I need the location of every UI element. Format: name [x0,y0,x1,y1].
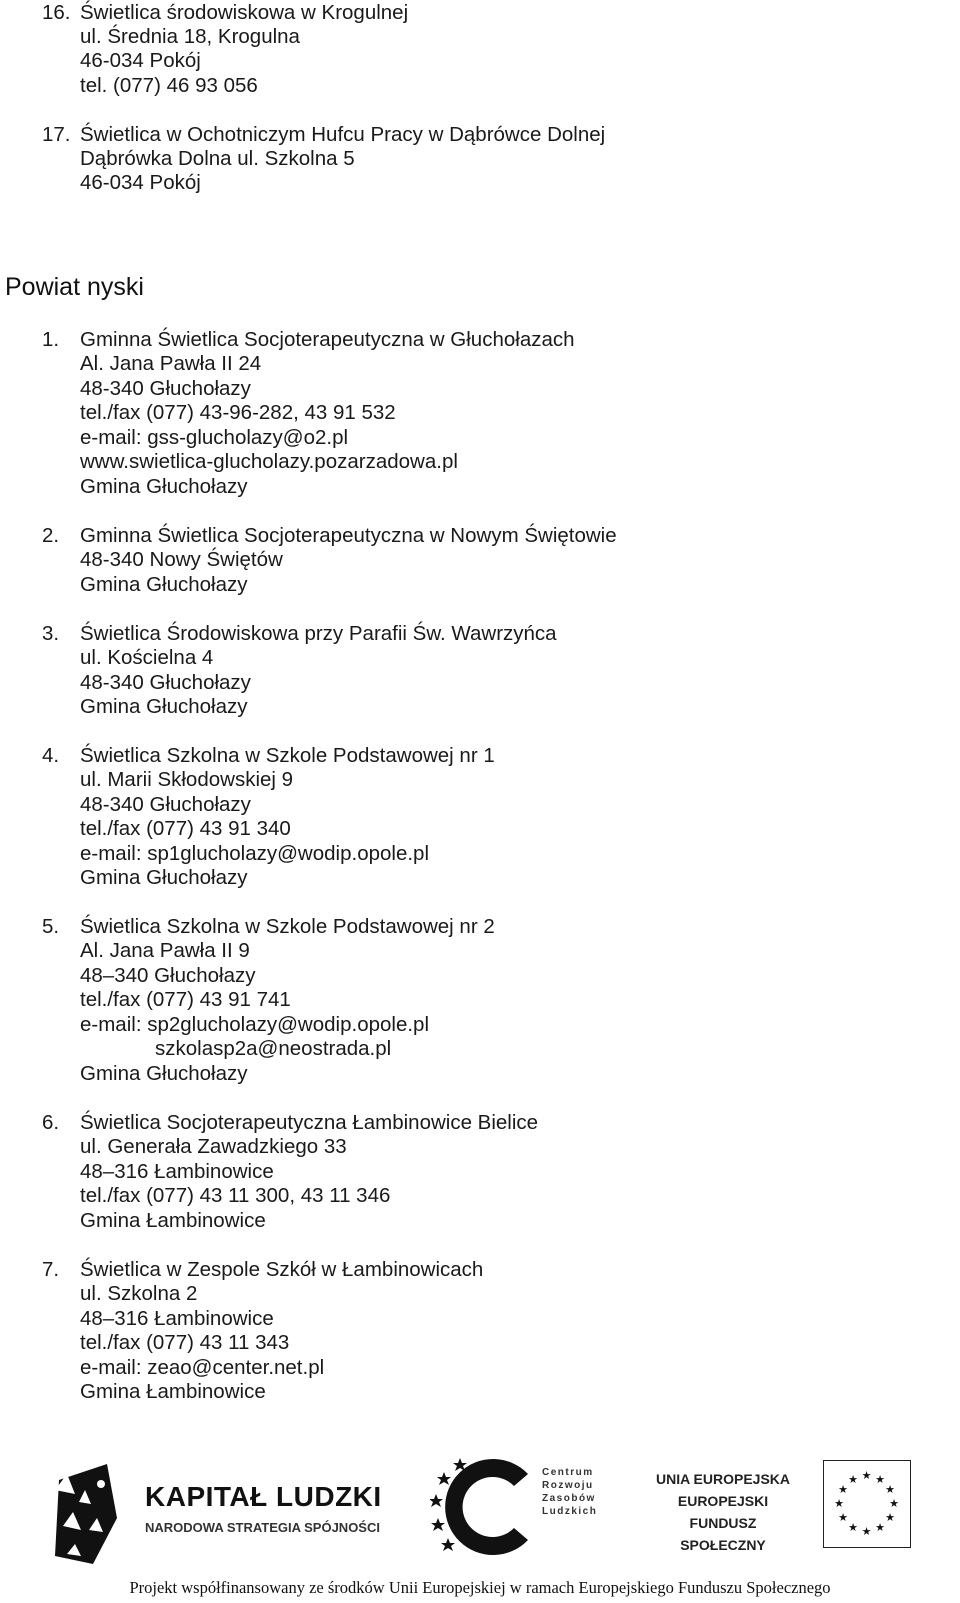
svg-text:★: ★ [838,1483,848,1496]
kapital-ludzki-emblem-icon [45,1460,135,1570]
ue-efs-logo [640,1460,930,1560]
item-postal: 48–316 Łambinowice [80,1160,274,1183]
svg-text:★: ★ [889,1497,899,1510]
svg-text:★: ★ [861,1469,872,1482]
item-address: ul. Marii Skłodowskiej 9 [80,768,294,791]
item-municipality: Gmina Głuchołazy [80,573,248,596]
item-postal: 48-340 Głuchołazy [80,377,251,400]
svg-text:★: ★ [875,1521,885,1534]
item-address: ul. Szkolna 2 [80,1282,198,1305]
svg-text:★: ★ [861,1525,872,1538]
item-phone: tel./fax (077) 43 91 340 [80,817,291,840]
crzl-line: Ludzkich [542,1506,598,1517]
ue-text [648,1468,798,1556]
item-postal: 46-034 Pokój [80,49,201,72]
item-postal: 48-340 Głuchołazy [80,671,251,694]
item-postal: 46-034 Pokój [80,171,201,194]
item-phone: tel./fax (077) 43 11 343 [80,1331,290,1354]
item-phone: tel./fax (077) 43-96-282, 43 91 532 [80,401,396,424]
svg-text:★: ★ [885,1483,895,1496]
item-number: 2. [42,524,60,547]
ue-line: UNIA EUROPEJSKA [655,1471,791,1487]
item-postal: 48-340 Nowy Świętów [80,548,283,571]
item-address: ul. Generała Zawadzkiego 33 [80,1135,347,1158]
ue-line: EUROPEJSKI [677,1493,769,1509]
footer-cofinancing-note: Projekt współfinansowany ze środków Unii Europejskiej w ramach Europejskiego Funduszu Społecznego [129,1578,831,1597]
item-title: Gminna Świetlica Socjoterapeutyczna w Głuchołazach [80,328,575,351]
crzl-line: Zasobów [542,1493,596,1504]
item-title: Świetlica w Zespole Szkół w Łambinowicach [80,1258,484,1281]
svg-text:★: ★ [885,1511,895,1524]
item-address: Al. Jana Pawła II 9 [80,939,250,962]
item-email: e-mail: sp2glucholazy@wodip.opole.pl [80,1013,430,1036]
crzl-line: Centrum [542,1467,594,1478]
item-email: e-mail: gss-glucholazy@o2.pl [80,426,349,449]
eu-flag-icon [823,1460,911,1548]
item-title: Świetlica Szkolna w Szkole Podstawowej nr 1 [80,744,495,767]
item-phone: tel. (077) 46 93 056 [80,74,258,97]
item-municipality: Gmina Głuchołazy [80,1062,248,1085]
footer [0,1452,960,1603]
item-email-secondary: szkolasp2a@neostrada.pl [155,1037,392,1060]
item-number: 1. [42,328,60,351]
item-title: Świetlica środowiskowa w Krogulnej [80,1,409,24]
item-number: 17. [42,123,71,146]
item-address: Dąbrówka Dolna ul. Szkolna 5 [80,147,355,170]
item-address: ul. Kościelna 4 [80,646,214,669]
eu-stars-icon [824,1461,909,1546]
item-email: e-mail: zeao@center.net.pl [80,1356,325,1379]
item-phone: tel./fax (077) 43 11 300, 43 11 346 [80,1184,391,1207]
item-number: 4. [42,744,60,767]
item-phone: tel./fax (077) 43 91 741 [80,988,291,1011]
crzl-text [542,1466,597,1518]
item-postal: 48–316 Łambinowice [80,1307,274,1330]
item-number: 5. [42,915,60,938]
item-number: 7. [42,1258,60,1281]
item-number: 16. [42,1,71,24]
item-title: Świetlica Socjoterapeutyczna Łambinowice Bielice [80,1111,539,1134]
item-address: Al. Jana Pawła II 24 [80,352,262,375]
kapital-ludzki-subtitle: NARODOWA STRATEGIA SPÓJNOŚCI [145,1520,380,1535]
svg-text:★: ★ [848,1473,858,1486]
item-postal: 48-340 Głuchołazy [80,793,251,816]
item-municipality: Gmina Głuchołazy [80,866,248,889]
item-title: Świetlica w Ochotniczym Hufcu Pracy w Dąbrówce Dolnej [80,123,606,146]
item-address: ul. Średnia 18, Krogulna [80,25,300,48]
section-heading: Powiat nyski [5,273,144,301]
item-email: e-mail: sp1glucholazy@wodip.opole.pl [80,842,430,865]
kapital-ludzki-title: KAPITAŁ LUDZKI [145,1481,382,1512]
item-title: Świetlica Szkolna w Szkole Podstawowej nr 2 [80,915,495,938]
svg-text:★: ★ [848,1521,858,1534]
crzl-logo [430,1452,620,1562]
item-title: Gminna Świetlica Socjoterapeutyczna w Nowym Świętowie [80,524,617,547]
item-municipality: Gmina Łambinowice [80,1380,266,1403]
crzl-line: Rozwoju [542,1480,594,1491]
item-website: www.swietlica-glucholazy.pozarzadowa.pl [80,450,458,473]
item-title: Świetlica Środowiskowa przy Parafii Św. Wawrzyńca [80,622,557,645]
item-postal: 48–340 Głuchołazy [80,964,256,987]
kapital-ludzki-logo [45,1460,385,1570]
item-municipality: Gmina Łambinowice [80,1209,266,1232]
crzl-emblem-icon [430,1452,540,1562]
svg-text:★: ★ [875,1473,885,1486]
item-number: 6. [42,1111,60,1134]
ue-line: FUNDUSZ SPOŁECZNY [680,1515,766,1553]
item-municipality: Gmina Głuchołazy [80,695,248,718]
svg-text:★: ★ [838,1511,848,1524]
svg-text:★: ★ [834,1497,844,1510]
item-municipality: Gmina Głuchołazy [80,475,248,498]
item-number: 3. [42,622,60,645]
